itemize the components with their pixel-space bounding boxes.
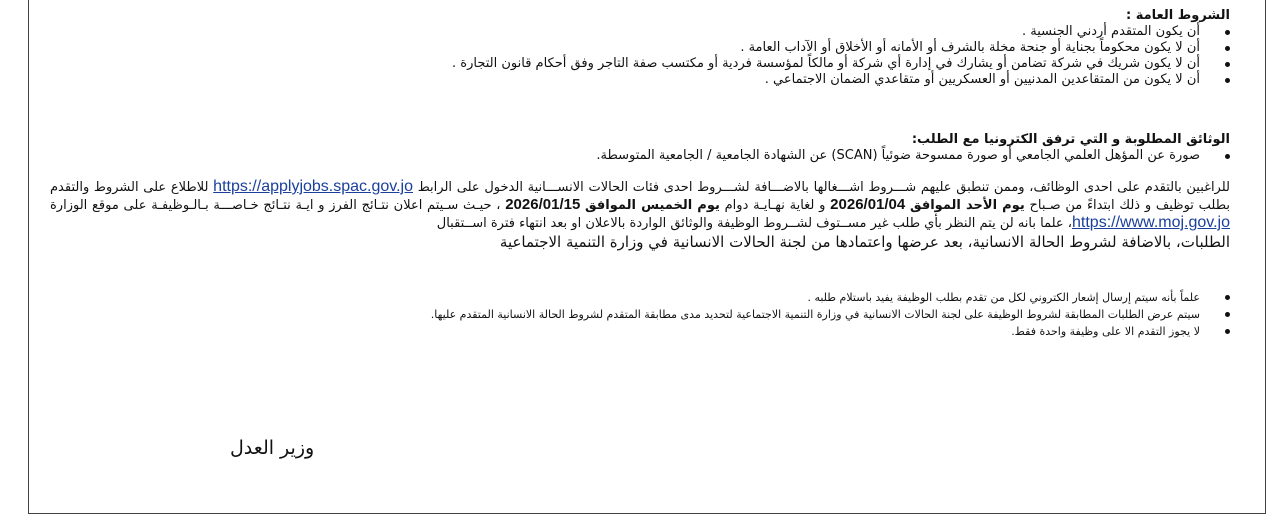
end-date: 2026/01/15: [505, 196, 581, 213]
notes-section: [50, 289, 1230, 340]
bullet-icon: [1225, 312, 1230, 317]
apply-link[interactable]: https://applyjobs.spac.gov.jo: [213, 178, 413, 195]
list-item: أن لا يكون محكوماً بجناية أو جنحة مخلة بالشرف أو الأمانه أو الأخلاق أو الآداب العامة .: [50, 40, 1230, 56]
general-terms-heading: الشروط العامة :: [1126, 8, 1230, 23]
notes-list: [50, 289, 1230, 340]
list-item: علماً بأنه سيتم إرسال إشعار الكتروني لكل من تقدم بطلب الوظيفة يفيد باستلام طلبه .: [50, 289, 1230, 306]
bullet-icon: [1225, 295, 1230, 300]
bullet-icon: [1225, 329, 1230, 334]
bullet-icon: [1225, 62, 1230, 67]
list-item: سيتم عرض الطلبات المطابقة لشروط الوظيفة على لجنة الحالات الانسانية في وزارة التنمية الاجتماعية لتحديد مدى مطابقة المتقدم لشروط الحالة الانسانية المتقدم عليها.: [50, 306, 1230, 323]
end-day-label: يوم الخميس الموافق: [585, 198, 720, 213]
list-item: أن لا يكون من المتقاعدين المدنيين أو العسكريين أو متقاعدي الضمان الاجتماعي .: [50, 72, 1230, 88]
general-terms-section: [50, 8, 1230, 88]
bullet-icon: [1225, 46, 1230, 51]
general-terms-list: [50, 24, 1230, 88]
documents-list: [50, 148, 1230, 164]
application-paragraph: للراغبين بالتقدم على احدى الوظائف، وممن تنطبق عليهم شـــروط اشـــغالها بالاضـــافة لشـــروط احدى فئات الحالات الانســـانية الدخول على الرابط https://applyjobs.spac.gov.jo للاطلاع على الشروط والتقدم بطلب توظيف و ذلك ابتداءً من صـباح يوم الأحد الموافق 2026/01/04 و لغاية نهـايـة دوام يوم الخميس الموافق 2026/01/15 ، حيـث سـيتم اعلان نتـائج الفرز و ايـة نتـائج خـاصـــة بـالـوظيفـة على موقع الوزارة https://www.moj.gov.jo، علما بانه لن يتم النظر بأي طلب غير مســتوف لشــروط الوظيفة والوثائق الواردة بالاعلان او بعد انتهاء فترة اســتقبال الطلبات، بالاضافة لشروط الحالة الانسانية، بعد عرضها واعتمادها من لجنة الحالات الانسانية في وزارة التنمية الاجتماعية: [50, 178, 1231, 251]
list-item: أن لا يكون شريك في شركة تضامن أو يشارك في إدارة أي شركة أو مالكاً لمؤسسة فردية أو مكتسب صفة التاجر وفق أحكام قانون التجارة .: [50, 56, 1230, 72]
start-day-label: يوم الأحد الموافق: [910, 198, 1025, 213]
list-item: لا يجوز التقدم الا على وظيفة واحدة فقط.: [50, 323, 1230, 340]
ministry-link[interactable]: https://www.moj.gov.jo: [1072, 214, 1230, 231]
documents-section: [50, 132, 1230, 164]
list-item: أن يكون المتقدم أردني الجنسية .: [50, 24, 1230, 40]
documents-heading: الوثائق المطلوبة و التي ترفق الكترونيا مع الطلب:: [911, 132, 1230, 147]
list-item: صورة عن المؤهل العلمي الجامعي أو صورة ممسوحة ضوئياً (SCAN) عن الشهادة الجامعية / الجامعية المتوسطة.: [50, 148, 1230, 164]
minister-signature: وزير العدل: [230, 437, 315, 459]
bullet-icon: [1225, 154, 1230, 159]
humanitarian-note: الطلبات، بالاضافة لشروط الحالة الانسانية، بعد عرضها واعتمادها من لجنة الحالات الانسانية في وزارة التنمية الاجتماعية: [499, 233, 1230, 251]
bullet-icon: [1225, 78, 1230, 83]
start-date: 2026/01/04: [830, 196, 906, 213]
bullet-icon: [1225, 30, 1230, 35]
